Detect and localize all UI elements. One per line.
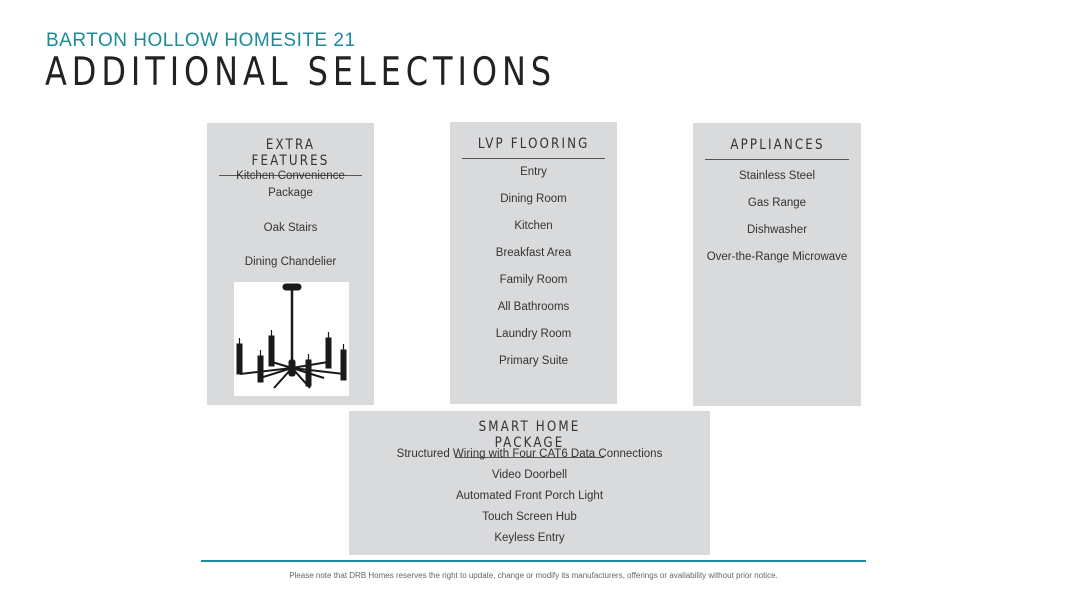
community-subtitle: BARTON HOLLOW HOMESITE 21 — [46, 30, 356, 51]
list-item: Dining Room — [500, 193, 567, 205]
lvp-flooring-panel — [450, 122, 617, 404]
list-item: Structured Wiring with Four CAT6 Data Connections — [396, 448, 663, 460]
smart-home-panel — [349, 411, 710, 555]
list-item: Kitchen Convenience Package — [236, 170, 345, 199]
list-item: Kitchen — [514, 220, 553, 232]
list-item: Breakfast Area — [495, 247, 572, 259]
list-item: Family Room — [499, 274, 568, 286]
chandelier-image — [234, 282, 349, 396]
list-item: Dining Chandelier — [244, 256, 337, 268]
smart-home-heading: SMART HOME PACKAGE — [455, 419, 604, 458]
lvp-flooring-heading: LVP FLOORING — [462, 136, 605, 159]
page-title: ADDITIONAL SELECTIONS — [45, 50, 557, 95]
list-item: Over-the-Range Microwave — [706, 251, 848, 263]
list-item: Keyless Entry — [494, 532, 565, 544]
list-item: All Bathrooms — [497, 301, 570, 313]
list-item: Primary Suite — [498, 355, 569, 367]
appliances-heading: APPLIANCES — [705, 137, 849, 160]
list-item: Oak Stairs — [263, 222, 318, 234]
appliances-panel — [693, 123, 861, 406]
list-item: Automated Front Porch Light — [455, 490, 604, 502]
footer-divider — [201, 560, 866, 562]
extra-features-panel — [207, 123, 374, 405]
extra-features-heading: EXTRA FEATURES — [219, 137, 362, 176]
list-item: Stainless Steel — [738, 170, 816, 182]
list-item: Gas Range — [747, 197, 807, 209]
list-item: Entry — [520, 166, 547, 178]
list-item: Touch Screen Hub — [482, 511, 577, 523]
list-item: Video Doorbell — [491, 469, 568, 481]
list-item: Laundry Room — [495, 328, 572, 340]
list-item: Dishwasher — [746, 224, 808, 236]
disclaimer-text: Please note that DRB Homes reserves the right to update, change or modify its manufacturers, offerings or availability without prior notice. — [289, 571, 778, 580]
